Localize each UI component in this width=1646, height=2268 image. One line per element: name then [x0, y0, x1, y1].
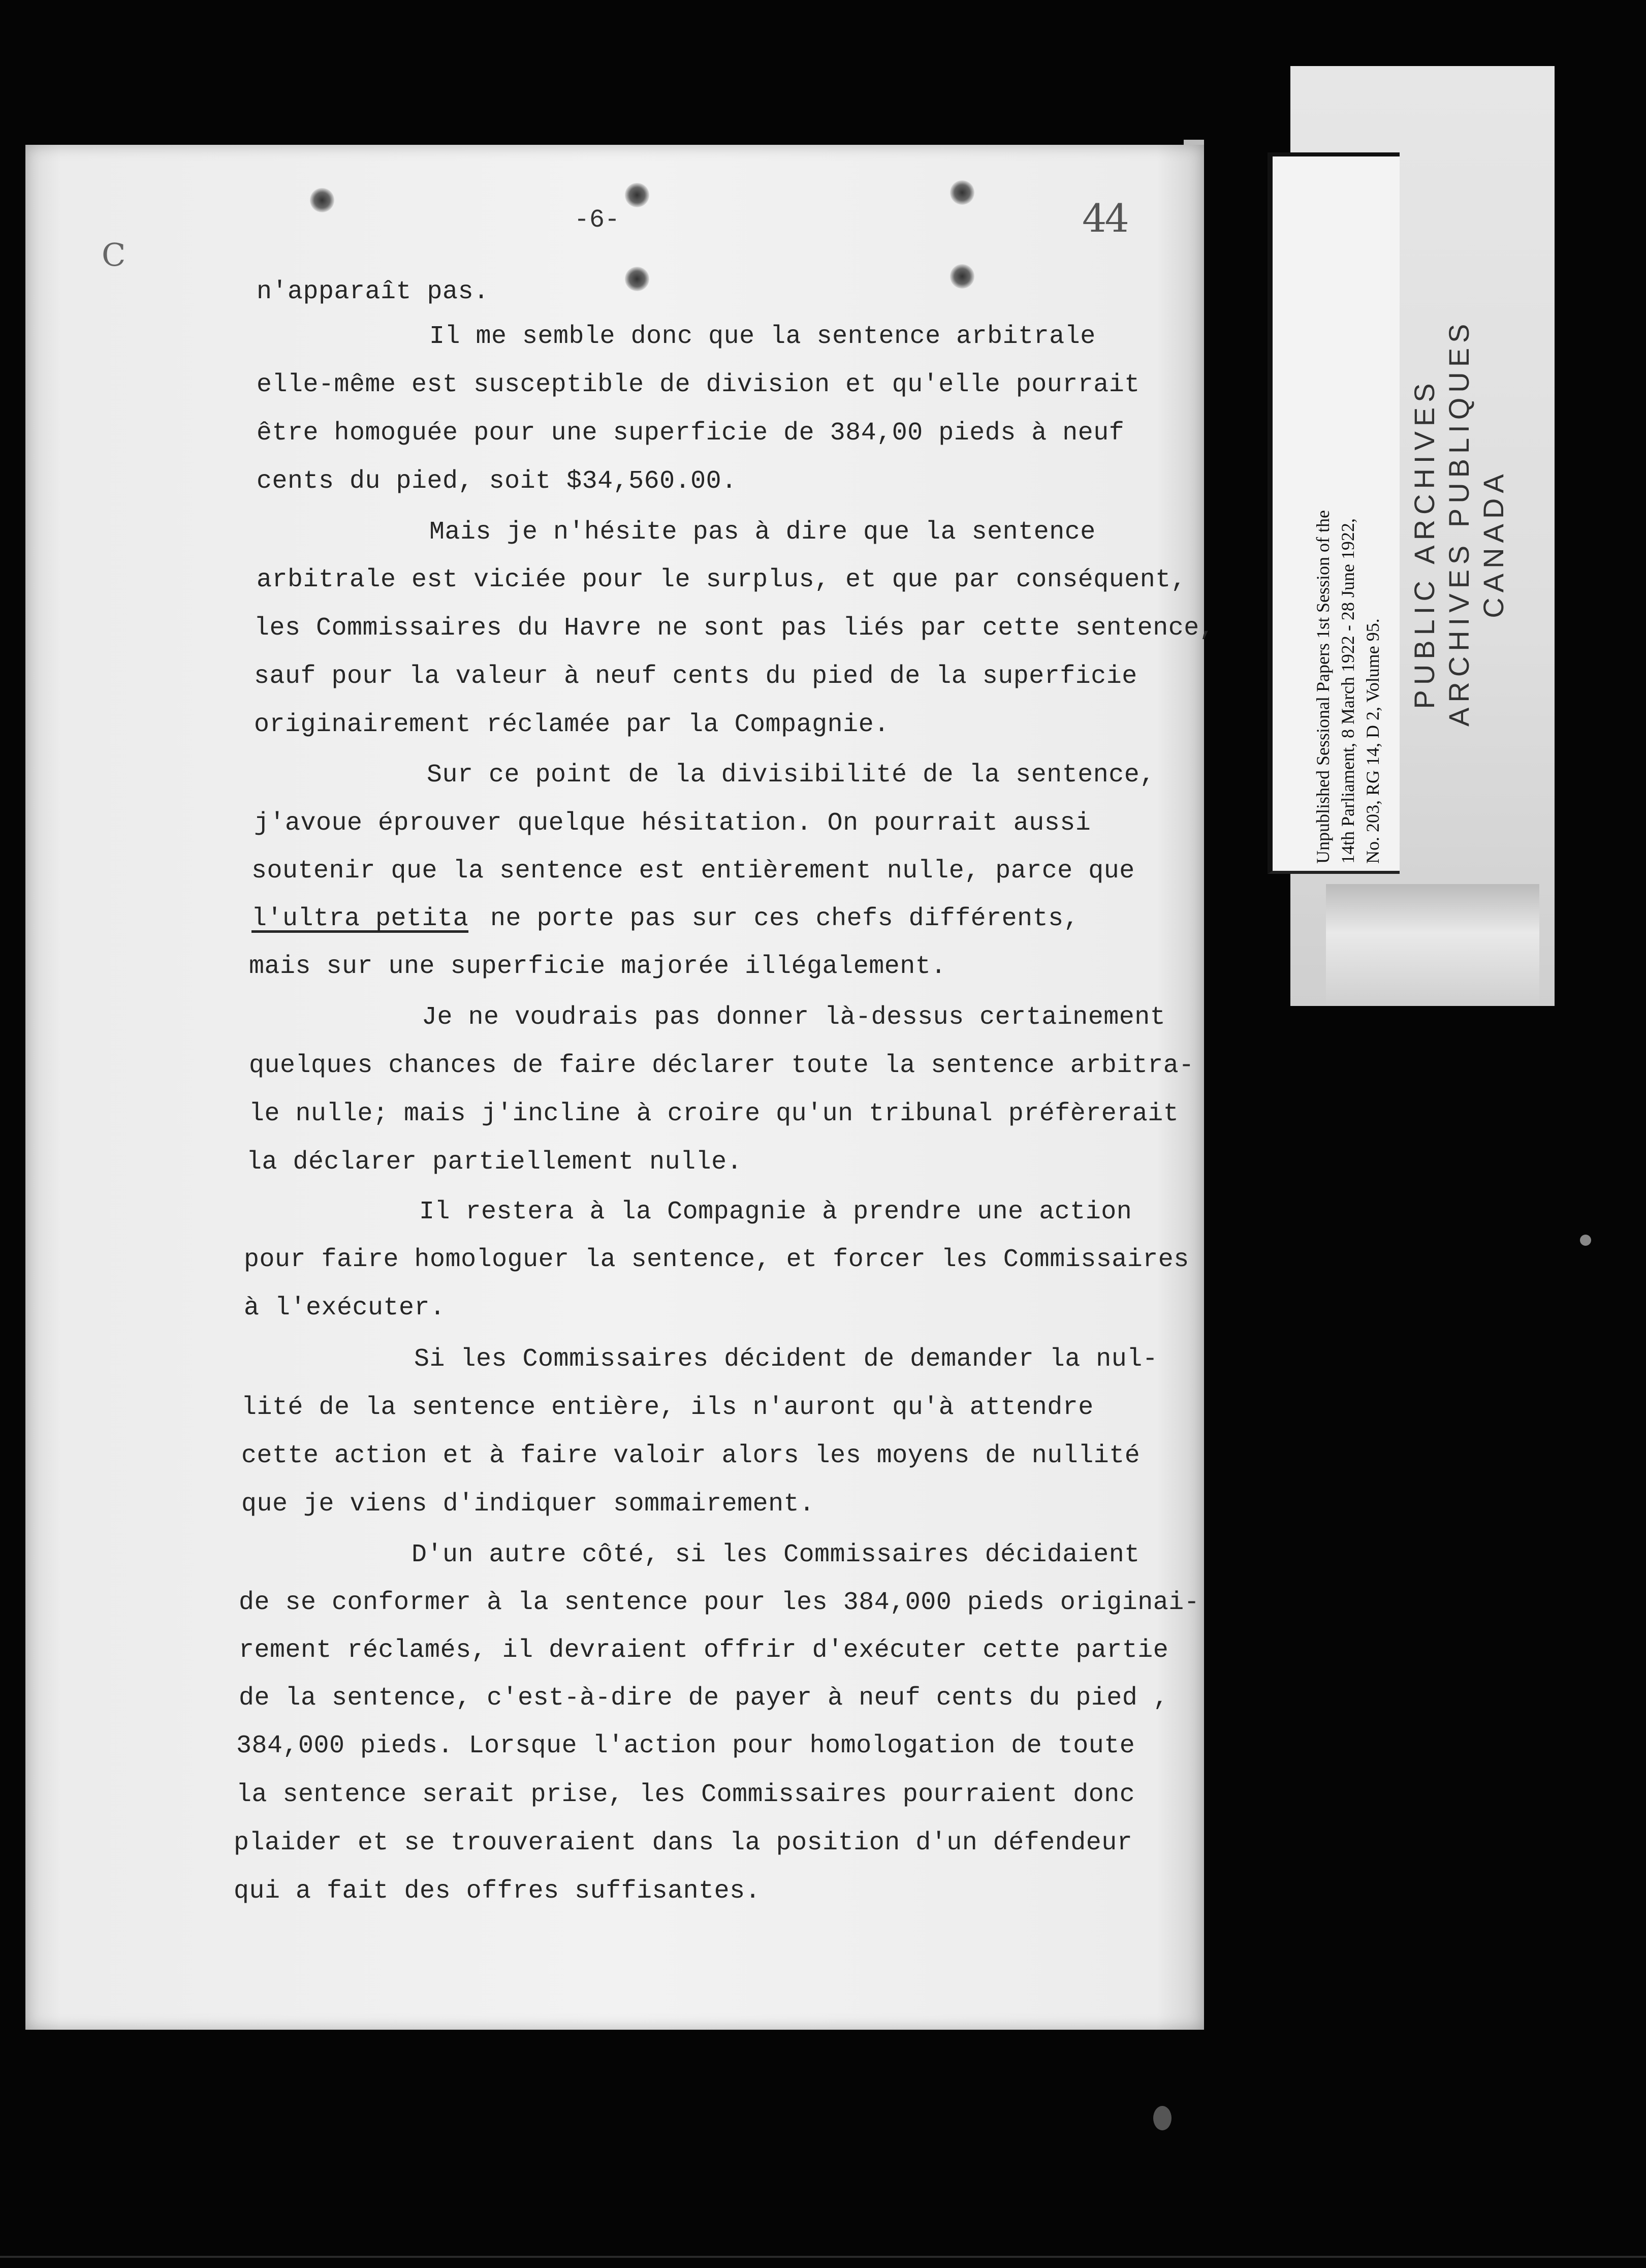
- page-number: -6-: [574, 206, 620, 235]
- underlined-phrase: l'ultra petita: [251, 904, 469, 933]
- text-line: D'un autre côté, si les Commissaires décidaient: [411, 1540, 1140, 1569]
- text-line: les Commissaires du Havre ne sont pas liés par cette sentence,: [254, 614, 1215, 643]
- text-line: 384,000 pieds. Lorsque l'action pour homologation de toute: [236, 1731, 1135, 1760]
- citation-line: Unpublished Sessional Papers 1st Session of the: [1313, 510, 1333, 864]
- citation-line: 14th Parliament, 8 March 1922 - 28 June 1922,: [1338, 518, 1358, 864]
- text-line: plaider et se trouveraient dans la position d'un défendeur: [234, 1829, 1133, 1857]
- text-line: de se conformer à la sentence pour les 384,000 pieds originai-: [239, 1588, 1200, 1617]
- text-line: Mais je n'hésite pas à dire que la sentence: [429, 518, 1096, 547]
- text-line: ne porte pas sur ces chefs différents,: [490, 904, 1080, 933]
- text-line: lité de la sentence entière, ils n'auront qu'à attendre: [241, 1393, 1094, 1422]
- archive-citation: [1311, 264, 1385, 864]
- text-line: j'avoue éprouver quelque hésitation. On pourrait aussi: [254, 809, 1091, 838]
- text-line: cette action et à faire valoir alors les moyens de nullité: [241, 1441, 1141, 1470]
- letter-body: [25, 145, 1215, 2030]
- text-line: mais sur une superficie majorée illégalement.: [249, 952, 946, 981]
- text-line: qui a fait des offres suffisantes.: [234, 1877, 761, 1906]
- text-line: originairement réclamée par la Compagnie.: [254, 710, 890, 739]
- stamp-line: CANADA: [1477, 469, 1509, 618]
- text-line: quelques chances de faire déclarer toute la sentence arbitra-: [249, 1051, 1194, 1080]
- text-line: rement réclamés, il devraient offrir d'exécuter cette partie: [239, 1636, 1169, 1665]
- typed-page: [25, 145, 1215, 2030]
- text-line: Je ne voudrais pas donner là-dessus certainement: [422, 1003, 1166, 1032]
- scan-border-line: [0, 2256, 1646, 2258]
- archive-stamp: [1407, 319, 1511, 727]
- text-line: cents du pied, soit $34,560.00.: [257, 467, 737, 496]
- citation-line: No. 203, RG 14, D 2, Volume 95.: [1363, 618, 1383, 864]
- text-line: Sur ce point de la divisibilité de la sentence,: [427, 761, 1155, 790]
- text-line: Si les Commissaires décident de demander la nul-: [414, 1345, 1158, 1374]
- archive-folder-tab: [1326, 884, 1539, 1006]
- dust-speck: [1153, 2106, 1172, 2130]
- text-line: arbitrale est viciée pour le surplus, et que par conséquent,: [257, 565, 1187, 594]
- text-line: être homoguée pour une superficie de 384,00 pieds à neuf: [257, 419, 1125, 448]
- stamp-line: PUBLIC ARCHIVES: [1408, 378, 1440, 709]
- text-line: que je viens d'indiquer sommairement.: [241, 1490, 815, 1519]
- text-line: soutenir que la sentence est entièrement nulle, parce que: [251, 857, 1135, 886]
- folio-number: 44: [1082, 196, 1127, 241]
- text-line: sauf pour la valeur à neuf cents du pied de la superficie: [254, 662, 1137, 691]
- text-line: Il me semble donc que la sentence arbitrale: [429, 322, 1096, 351]
- text-line: de la sentence, c'est-à-dire de payer à neuf cents du pied ,: [239, 1684, 1169, 1713]
- margin-mark: C: [102, 236, 126, 273]
- text-line: la déclarer partiellement nulle.: [246, 1148, 743, 1177]
- text-line: pour faire homologuer la sentence, et forcer les Commissaires: [244, 1245, 1189, 1274]
- text-line: la sentence serait prise, les Commissaires pourraient donc: [236, 1780, 1135, 1809]
- text-line: n'apparaît pas.: [257, 277, 489, 306]
- text-line: le nulle; mais j'incline à croire qu'un tribunal préfèrerait: [249, 1099, 1179, 1128]
- stamp-line: ARCHIVES PUBLIQUES: [1443, 319, 1475, 727]
- text-line: Il restera à la Compagnie à prendre une action: [419, 1198, 1132, 1226]
- dust-speck: [1580, 1235, 1591, 1246]
- text-line: à l'exécuter.: [244, 1294, 446, 1322]
- text-line: elle-même est susceptible de division et qu'elle pourrait: [257, 370, 1140, 399]
